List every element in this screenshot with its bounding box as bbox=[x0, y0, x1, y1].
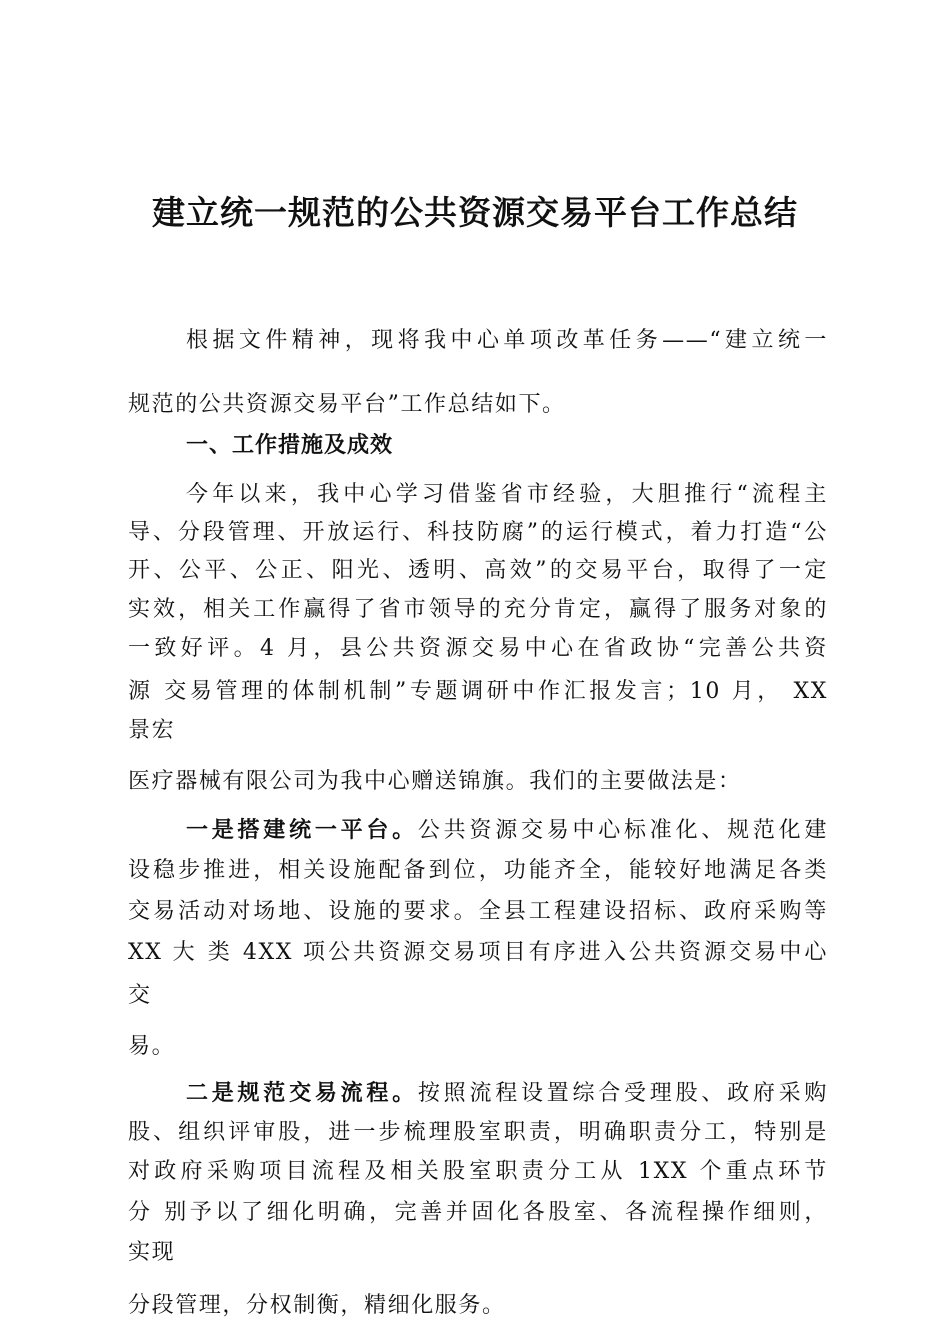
paragraph-line: 实效，相关工作赢得了省市领导的充分肯定，赢得了服务对象的 bbox=[128, 597, 828, 622]
paragraph-line: 今年以来，我中心学习借鉴省市经验，大胆推行“流程主 bbox=[186, 482, 828, 507]
paragraph-line: 规范的公共资源交易平台”工作总结如下。 bbox=[128, 392, 566, 417]
paragraph-line: 导、分段管理、开放运行、科技防腐”的运行模式，着力打造“公 bbox=[128, 520, 828, 545]
paragraph-line: XX 大 类 4XX 项公共资源交易项目有序进入公共资源交易中心 bbox=[128, 940, 828, 965]
paragraph-line: 开、公平、公正、阳光、透明、高效”的交易平台，取得了一定 bbox=[128, 558, 828, 583]
paragraph-line: 对政府采购项目流程及相关股室职责分工从 1XX 个重点环节 bbox=[128, 1159, 828, 1184]
paragraph-line: 源 交易管理的体制机制”专题调研中作汇报发言；10 月， XX bbox=[128, 679, 828, 704]
paragraph-line: 交 bbox=[128, 983, 152, 1008]
section-heading: 一、工作措施及成效 bbox=[186, 433, 394, 458]
paragraph-line: 根据文件精神，现将我中心单项改革任务——“建立统一 bbox=[186, 328, 828, 353]
paragraph-line: 股、组织评审股，进一步梳理股室职责，明确职责分工，特别是 bbox=[128, 1120, 828, 1145]
paragraph-text: 公共资源交易中心标准化、规范化建 bbox=[417, 818, 828, 843]
paragraph-line: 景宏 bbox=[128, 718, 176, 743]
paragraph-line bbox=[186, 1078, 828, 1109]
paragraph-text: 按照流程设置综合受理股、政府采购 bbox=[417, 1081, 828, 1106]
document-title: 建立统一规范的公共资源交易平台工作总结 bbox=[152, 193, 798, 232]
paragraph-line: 分段管理，分权制衡，精细化服务。 bbox=[128, 1293, 506, 1318]
paragraph-line: 交易活动对场地、设施的要求。全县工程建设招标、政府采购等 bbox=[128, 899, 828, 924]
paragraph-line: 一致好评。4 月，县公共资源交易中心在省政协“完善公共资 bbox=[128, 636, 828, 661]
paragraph-line: 实现 bbox=[128, 1240, 176, 1265]
paragraph-line: 易。 bbox=[128, 1034, 176, 1059]
bold-lead: 二是规范交易流程。 bbox=[186, 1080, 418, 1106]
paragraph-line: 设稳步推进，相关设施配备到位，功能齐全，能较好地满足各类 bbox=[128, 858, 828, 883]
paragraph-line bbox=[186, 815, 828, 846]
bold-lead: 一是搭建统一平台。 bbox=[186, 817, 418, 843]
paragraph-line: 分 别予以了细化明确，完善并固化各股室、各流程操作细则， bbox=[128, 1200, 828, 1225]
paragraph-line: 医疗器械有限公司为我中心赠送锦旗。我们的主要做法是： bbox=[128, 769, 742, 794]
